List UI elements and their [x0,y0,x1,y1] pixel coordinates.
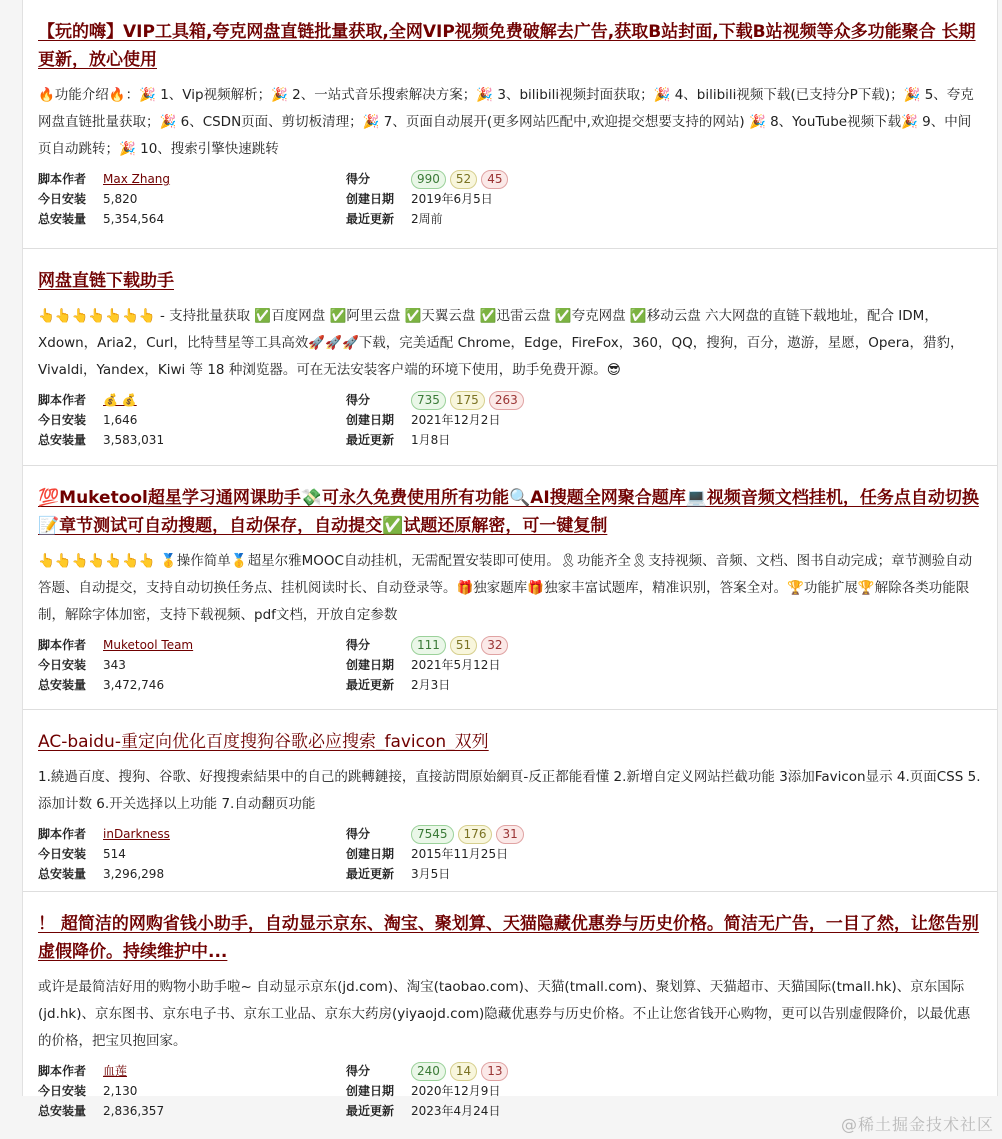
ok-rating-badge: 175 [450,391,485,410]
good-rating-badge: 7545 [411,825,454,844]
total-installs-label: 总安装量 [38,867,87,881]
score-badges [411,1061,981,1081]
created-date-value: 2015年11月25日 [411,847,509,861]
author-label: 脚本作者 [38,172,87,186]
daily-installs-label: 今日安装 [38,413,87,427]
score-badges [411,169,981,189]
good-rating-badge: 990 [411,170,446,189]
script-meta [38,1061,981,1121]
total-installs-label: 总安装量 [38,1104,87,1118]
script-item [23,892,997,1139]
author-link[interactable]: 💰 💰 [103,393,137,407]
script-title-link[interactable]: ！ 超简洁的网购省钱小助手，自动显示京东、淘宝、聚划算、天猫隐藏优惠券与历史价格。简洁无广告，一目了然，让您告别虚假降价。持续维护中... [38,914,979,962]
bad-rating-badge: 31 [496,825,523,844]
script-title-link[interactable]: AC-baidu-重定向优化百度搜狗谷歌必应搜索_favicon_双列 [38,732,489,752]
updated-date-label: 最近更新 [346,867,395,881]
updated-date-label: 最近更新 [346,212,395,226]
created-date-label: 创建日期 [346,1084,395,1098]
watermark: @稀土掘金技术社区 [840,1115,994,1134]
script-description: 🔥功能介绍🔥：🎉 1、Vip视频解析；🎉 2、一站式音乐搜索解决方案；🎉 3、bilibili视频封面获取；🎉 4、bilibili视频下载(已支持分P下载)；🎉 5、夸克网盘直链批量获取；🎉 6、CSDN页面、剪切板清理；🎉 7、页面自动展开(更多网站匹配中,欢迎提交想要支持的网站) 🎉 8、YouTube视频下载🎉 9、中间页自动跳转；🎉 10、搜索引擎快速跳转 [38,87,974,157]
updated-date-value: 3月5日 [411,867,451,881]
score-label: 得分 [346,393,371,407]
author-link[interactable]: Muketool Team [103,638,194,652]
created-date-value: 2021年5月12日 [411,658,501,672]
script-list [22,0,998,1118]
daily-installs-label: 今日安装 [38,1084,87,1098]
daily-installs-value: 5,820 [103,192,138,206]
daily-installs-value: 1,646 [103,413,138,427]
daily-installs-value: 514 [103,847,126,861]
created-date-label: 创建日期 [346,847,395,861]
daily-installs-value: 343 [103,658,126,672]
daily-installs-label: 今日安装 [38,847,87,861]
updated-date-value: 2周前 [411,212,443,226]
total-installs-value: 3,472,746 [103,678,165,692]
created-date-value: 2019年6月5日 [411,192,493,206]
ok-rating-badge: 51 [450,636,477,655]
created-date-value: 2020年12月9日 [411,1084,501,1098]
ok-rating-badge: 176 [458,825,493,844]
script-meta [38,169,981,229]
daily-installs-label: 今日安装 [38,658,87,672]
ok-rating-badge: 14 [450,1062,477,1081]
script-meta [38,635,981,695]
score-label: 得分 [346,1064,371,1078]
author-link[interactable]: inDarkness [103,827,170,841]
updated-date-label: 最近更新 [346,1104,395,1118]
bad-rating-badge: 45 [481,170,508,189]
bad-rating-badge: 13 [481,1062,508,1081]
total-installs-value: 3,583,031 [103,433,165,447]
script-meta [38,390,981,450]
total-installs-value: 2,836,357 [103,1104,165,1118]
author-label: 脚本作者 [38,1064,87,1078]
author-label: 脚本作者 [38,393,87,407]
author-link[interactable]: 血莲 [103,1064,128,1078]
total-installs-label: 总安装量 [38,212,87,226]
author-link[interactable]: Max Zhang [103,172,171,186]
script-title-link[interactable]: 💯Muketool超星学习通网课助手💸可永久免费使用所有功能🔍AI搜题全网聚合题库💻视频音频文档挂机，任务点自动切换📝章节测试可自动搜题，自动保存，自动提交✅试题还原解密，可一键复制 [38,488,979,536]
created-date-label: 创建日期 [346,413,395,427]
script-meta [38,824,981,884]
bad-rating-badge: 32 [481,636,508,655]
updated-date-value: 2023年4月24日 [411,1104,501,1118]
bad-rating-badge: 263 [489,391,524,410]
ok-rating-badge: 52 [450,170,477,189]
good-rating-badge: 240 [411,1062,446,1081]
daily-installs-value: 2,130 [103,1084,138,1098]
score-badges [411,635,981,655]
script-title-link[interactable]: 【玩的嗨】VIP工具箱,夸克网盘直链批量获取,全网VIP视频免费破解去广告,获取B站封面,下载B站视频等众多功能聚合 长期更新，放心使用 [38,22,976,70]
author-label: 脚本作者 [38,827,87,841]
total-installs-label: 总安装量 [38,678,87,692]
score-badges [411,390,981,410]
daily-installs-label: 今日安装 [38,192,87,206]
good-rating-badge: 111 [411,636,446,655]
total-installs-label: 总安装量 [38,433,87,447]
updated-date-value: 2月3日 [411,678,451,692]
script-description: 1.繞過百度、搜狗、谷歌、好搜搜索結果中的自己的跳轉鏈接，直接訪問原始網頁-反正都能看懂 2.新增自定义网站拦截功能 3添加Favicon显示 4.页面CSS 5.添加计数 6.开关选择以上功能 7.自动翻页功能 [38,769,981,812]
total-installs-value: 5,354,564 [103,212,165,226]
good-rating-badge: 735 [411,391,446,410]
updated-date-value: 1月8日 [411,433,451,447]
created-date-label: 创建日期 [346,192,395,206]
created-date-label: 创建日期 [346,658,395,672]
score-label: 得分 [346,827,371,841]
script-title-link[interactable]: 网盘直链下载助手 [38,271,174,291]
script-item [23,0,997,249]
score-label: 得分 [346,172,371,186]
created-date-value: 2021年12月2日 [411,413,501,427]
author-label: 脚本作者 [38,638,87,652]
total-installs-value: 3,296,298 [103,867,165,881]
script-item [23,249,997,466]
script-description: 或许是最简洁好用的购物小助手啦~ 自动显示京东(jd.com)、淘宝(taobao.com)、天猫(tmall.com)、聚划算、天猫超市、天猫国际(tmall.hk)、京东国际(jd.hk)、京东图书、京东电子书、京东工业品、京东大药房(yiyaojd.com)隐藏优惠券与历史价格。不止让您省钱开心购物，更可以告别虚假降价，以最优惠的价格，把宝贝抱回家。 [38,979,971,1049]
script-item [23,710,997,892]
script-item [23,466,997,710]
script-description: 👆👆👆👆👆👆👆 🥇操作简单🥇超星尔雅MOOC自动挂机，无需配置安装即可使用。🎗功能齐全🎗支持视频、音频、文档、图书自动完成；章节测验自动答题、自动提交，支持自动切换任务点、挂机阅读时长、自动登录等。🎁独家题库🎁独家丰富试题库，精准识别，答案全对。🏆功能扩展🏆解除各类功能限制，解除字体加密，支持下载视频、pdf文档，开放自定参数 [38,553,973,623]
score-label: 得分 [346,638,371,652]
updated-date-label: 最近更新 [346,678,395,692]
score-badges [411,824,981,844]
updated-date-label: 最近更新 [346,433,395,447]
script-description: 👆👆👆👆👆👆👆 - 支持批量获取 ✅百度网盘 ✅阿里云盘 ✅天翼云盘 ✅迅雷云盘 ✅夸克网盘 ✅移动云盘 六大网盘的直链下载地址，配合 IDM，Xdown，Aria2，Curl，比特彗星等工具高效🚀🚀🚀下载，完美适配 Chrome，Edge，FireFox，360，QQ，搜狗，百分，遨游，星愿，Opera，猎豹，Vivaldi，Yandex，Kiwi 等 18 种浏览器。可在无法安装客户端的环境下使用，助手免费开源。😎 [38,308,964,378]
